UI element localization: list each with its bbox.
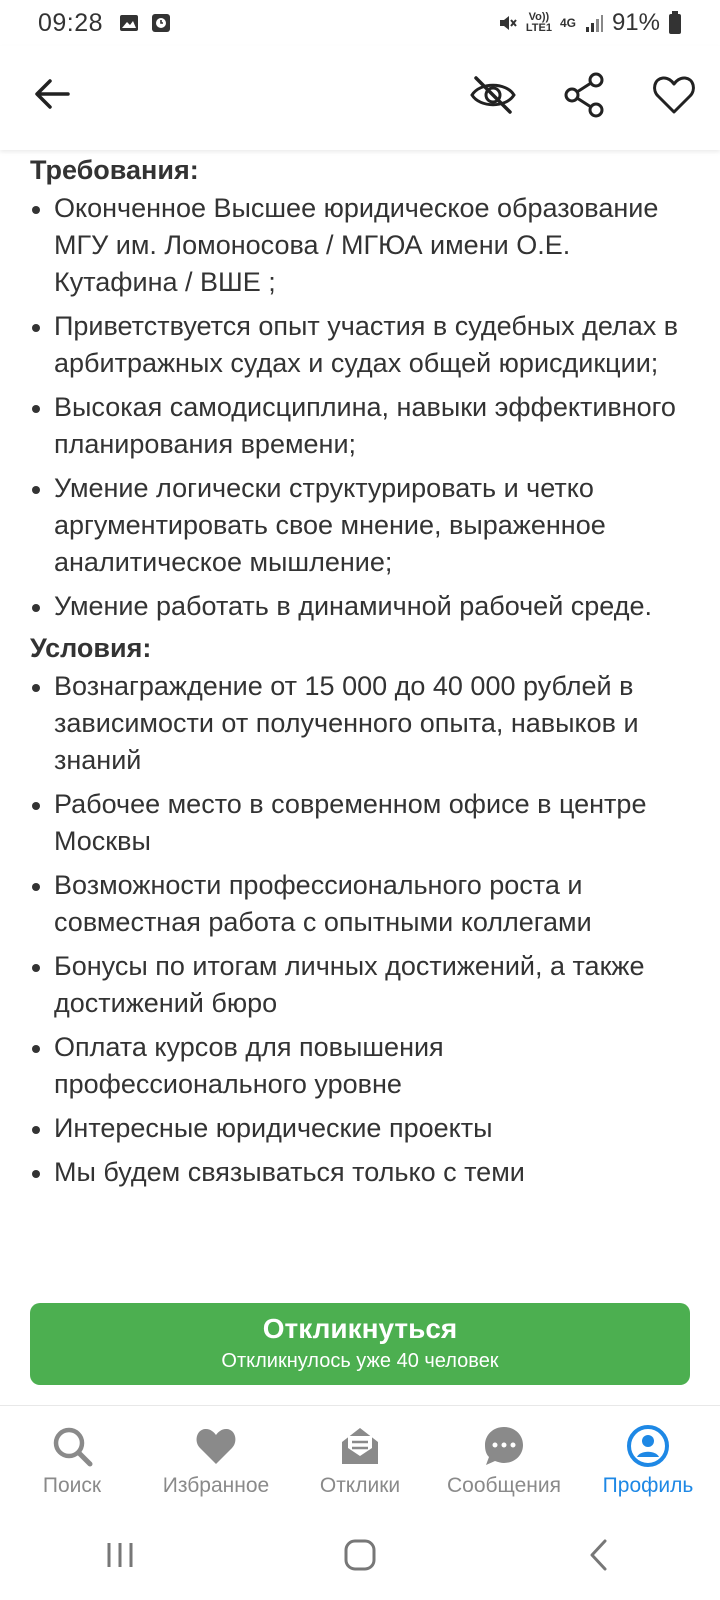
- home-icon[interactable]: [340, 1535, 380, 1575]
- nav-item-search[interactable]: [0, 1406, 144, 1510]
- bottom-navigation: [0, 1405, 720, 1510]
- nav-item-favorites[interactable]: [144, 1406, 288, 1510]
- battery-percent: 91%: [611, 9, 660, 36]
- nav-item-messages[interactable]: [432, 1406, 576, 1510]
- list-item: Бонусы по итогам личных достижений, а также достижений бюро: [30, 948, 690, 1022]
- respond-button-label: Откликнуться: [262, 1313, 458, 1344]
- nav-label: Отклики: [319, 1474, 401, 1497]
- signal-icon: [584, 13, 604, 33]
- list-item: Оконченное Высшее юридическое образование МГУ им. Ломоносова / МГЮА имени О.Е. Кутафина / ВШЕ ;: [30, 190, 690, 301]
- nav-label: Профиль: [602, 1474, 694, 1497]
- hide-eye-icon[interactable]: [468, 70, 518, 120]
- nav-label: Сообщения: [447, 1474, 561, 1497]
- share-icon[interactable]: [562, 70, 608, 120]
- nav-label: Поиск: [42, 1474, 102, 1497]
- nav-item-profile[interactable]: [576, 1406, 720, 1510]
- list-item: Возможности профессионального роста и совместная работа с опытными коллегами: [30, 867, 690, 941]
- back-icon[interactable]: [580, 1535, 620, 1575]
- vacancy-description[interactable]: [0, 150, 720, 1300]
- respond-button[interactable]: [30, 1303, 690, 1385]
- profile-icon: [626, 1424, 670, 1468]
- back-arrow-icon[interactable]: [30, 72, 74, 116]
- nav-item-responses[interactable]: [288, 1406, 432, 1510]
- conditions-title: Условия:: [30, 633, 152, 663]
- alarm-icon: [151, 13, 171, 33]
- list-item: Оплата курсов для повышения профессионального уровне: [30, 1029, 690, 1103]
- conditions-list: [30, 668, 690, 1191]
- nav-label: Избранное: [162, 1474, 270, 1497]
- list-item: Вознаграждение от 15 000 до 40 000 рублей в зависимости от полученного опыта, навыков и знаний: [30, 668, 690, 779]
- gallery-icon: [119, 13, 139, 33]
- app-bar: [0, 46, 720, 150]
- volte-indicator: Vo)) LTE1: [525, 11, 552, 34]
- mute-icon: [498, 13, 518, 33]
- list-item: Умение логически структурировать и четко аргументировать свое мнение, выраженное аналитическое мышление;: [30, 470, 690, 581]
- system-navigation-bar: [0, 1510, 720, 1600]
- responses-icon: [338, 1424, 382, 1468]
- heart-icon: [194, 1424, 238, 1468]
- list-item: Высокая самодисциплина, навыки эффективного планирования времени;: [30, 389, 690, 463]
- battery-icon: [668, 11, 682, 35]
- requirements-title: Требования:: [30, 155, 199, 185]
- network-type: 4G: [559, 15, 576, 30]
- heart-icon[interactable]: [650, 70, 698, 118]
- list-item: Приветствуется опыт участия в судебных делах в арбитражных судах и судах общей юрисдикции;: [30, 308, 690, 382]
- list-item: Умение работать в динамичной рабочей среде.: [30, 588, 690, 625]
- list-item: Мы будем связываться только с теми: [30, 1154, 690, 1191]
- requirements-list: [30, 190, 690, 625]
- search-icon: [50, 1424, 94, 1468]
- list-item: Интересные юридические проекты: [30, 1110, 690, 1147]
- recent-apps-icon[interactable]: [100, 1535, 140, 1575]
- list-item: Рабочее место в современном офисе в центре Москвы: [30, 786, 690, 860]
- status-time: 09:28: [38, 8, 104, 37]
- respond-count-label: Откликнулось уже 40 человек: [221, 1350, 499, 1372]
- status-bar: [0, 0, 720, 46]
- chat-icon: [482, 1424, 526, 1468]
